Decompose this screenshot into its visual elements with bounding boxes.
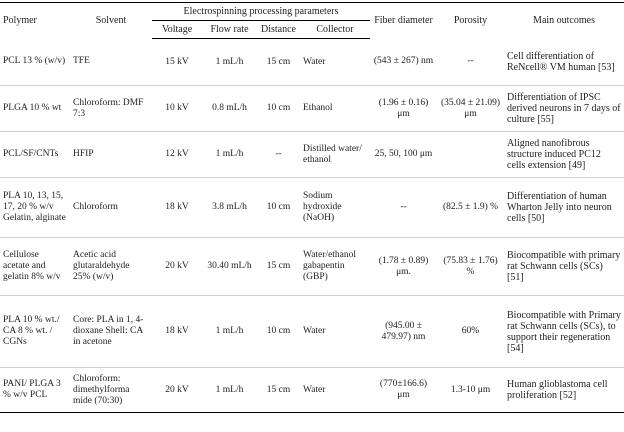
cell-collector: Sodium hydroxide (NaOH) [300,178,370,238]
cell-flow: 1 mL/h [202,132,257,178]
cell-solvent: Core: PLA in 1, 4-dioxane Shell: CA in acetone [70,296,152,368]
cell-fiber: 25, 50, 100 μm [370,132,437,178]
cell-polymer: PCL 13 % (w/v) [0,39,70,86]
table-row [0,238,624,296]
cell-flow: 3.8 mL/h [202,178,257,238]
table-row [0,86,624,132]
cell-outcome: Human glioblastoma cell proliferation [52] [504,368,624,413]
cell-collector: Water [300,39,370,86]
cell-solvent: Chloroform: dimethylforma mide (70:30) [70,368,152,413]
header-voltage: Voltage [152,21,202,39]
header-solvent: Solvent [70,3,152,39]
cell-outcome: Biocompatible with primary rat Schwann cells (SCs) [51] [504,238,624,296]
cell-collector: Water/ethanol gabapentin (GBP) [300,238,370,296]
cell-porosity [437,132,504,178]
header-porosity: Porosity [437,3,504,39]
cell-flow: 1 mL/h [202,296,257,368]
header-collector: Collector [300,21,370,39]
table-row [0,132,624,178]
cell-flow: 30.40 mL/h [202,238,257,296]
cell-distance: 10 cm [257,86,300,132]
cell-flow: 1 mL/h [202,39,257,86]
cell-solvent: Chloroform [70,178,152,238]
cell-outcome: Biocompatible with Primary rat Schwann cells (SCs), to support their regeneration [54] [504,296,624,368]
table-row [0,178,624,238]
cell-distance: -- [257,132,300,178]
cell-polymer: PCL/SF/CNTs [0,132,70,178]
cell-collector: Water [300,368,370,413]
cell-flow: 1 mL/h [202,368,257,413]
cell-porosity: (82.5 ± 1.9) % [437,178,504,238]
cell-polymer: PLGA 10 % wt [0,86,70,132]
header-outcomes: Main outcomes [504,3,624,39]
table-row [0,296,624,368]
cell-fiber: (1.96 ± 0.16) μm [370,86,437,132]
cell-distance: 10 cm [257,296,300,368]
cell-voltage: 12 kV [152,132,202,178]
header-flow-rate: Flow rate [202,21,257,39]
table-row [0,39,624,86]
cell-voltage: 18 kV [152,178,202,238]
cell-outcome: Cell differentiation of ReNcell® VM human [53] [504,39,624,86]
cell-collector: Distilled water/ ethanol [300,132,370,178]
cell-voltage: 15 kV [152,39,202,86]
cell-polymer: Cellulose acetate and gelatin 8% w/v [0,238,70,296]
cell-solvent: TFE [70,39,152,86]
cell-fiber: (945.00 ± 479.97) nm [370,296,437,368]
cell-outcome: Differentiation of IPSC derived neurons in 7 days of culture [55] [504,86,624,132]
cell-distance: 15 cm [257,39,300,86]
cell-porosity: 1.3-10 μm [437,368,504,413]
cell-polymer: PLA 10, 13, 15, 17, 20 % w/v Gelatin, alginate [0,178,70,238]
header-fiber: Fiber diameter [370,3,437,39]
cell-solvent: Chloroform: DMF 7:3 [70,86,152,132]
cell-fiber: (770±166.6) μm [370,368,437,413]
cell-voltage: 20 kV [152,368,202,413]
electrospinning-parameters-table [0,2,624,413]
cell-outcome: Aligned nanofibrous structure induced PC12 cells extension [49] [504,132,624,178]
cell-voltage: 10 kV [152,86,202,132]
cell-collector: Water [300,296,370,368]
table-row [0,368,624,413]
header-polymer: Polymer [0,3,70,39]
cell-polymer: PANI/ PLGA 3 % w/v PCL [0,368,70,413]
cell-fiber: (1.78 ± 0.89) μm. [370,238,437,296]
cell-flow: 0.8 mL/h [202,86,257,132]
cell-solvent: HFIP [70,132,152,178]
header-group: Electrospinning processing parameters [152,3,370,21]
cell-solvent: Acetic acid glutaraldehyde 25% (w/v) [70,238,152,296]
cell-collector: Ethanol [300,86,370,132]
cell-distance: 10 cm [257,178,300,238]
cell-distance: 15 cm [257,368,300,413]
cell-outcome: Differentiation of human Wharton Jelly into neuron cells [50] [504,178,624,238]
cell-distance: 15 cm [257,238,300,296]
cell-voltage: 20 kV [152,238,202,296]
cell-voltage: 18 kV [152,296,202,368]
cell-porosity: -- [437,39,504,86]
cell-polymer: PLA 10 % wt./ CA 8 % wt. / CGNs [0,296,70,368]
cell-fiber: -- [370,178,437,238]
cell-fiber: (543 ± 267) nm [370,39,437,86]
header-distance: Distance [257,21,300,39]
cell-porosity: (35.04 ± 21.09) μm [437,86,504,132]
cell-porosity: 60% [437,296,504,368]
cell-porosity: (75.83 ± 1.76) % [437,238,504,296]
header-row-1 [0,3,624,21]
